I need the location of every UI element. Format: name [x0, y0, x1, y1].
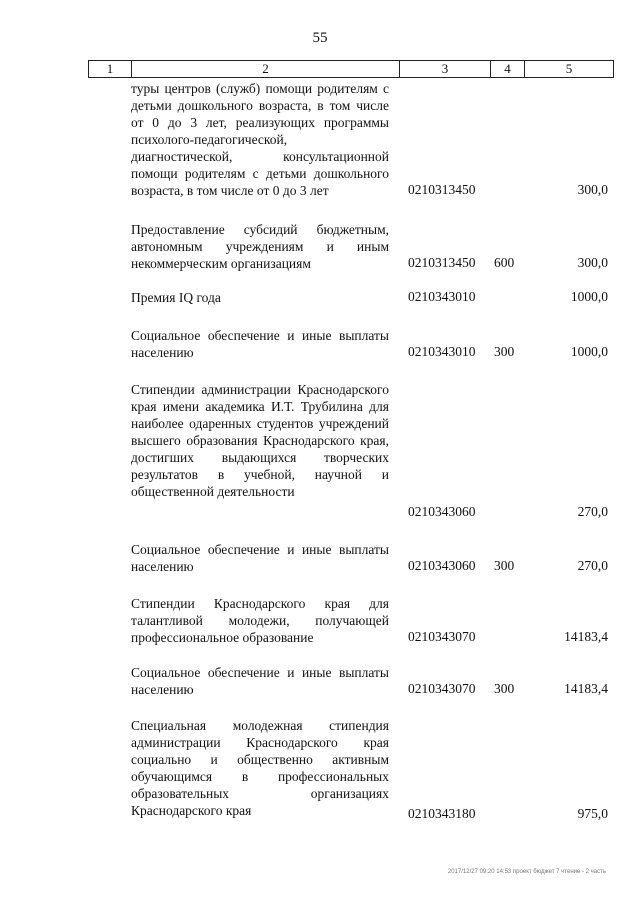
row-description: Премия IQ года [131, 290, 221, 305]
row-amount: 975,0 [577, 806, 608, 821]
row-description: Специальная молодежная стипендия администрации Краснодарского края социально и общественно активным обучающимся в профессиональных образовательных организациях Краснодарского края [131, 718, 389, 818]
header-col-4: 4 [490, 61, 524, 77]
header-col-2: 2 [131, 61, 399, 77]
row-description: Стипендии Краснодарского края для талантливой молодежи, получающей профессиональное образование [131, 596, 389, 645]
row-amount: 300,0 [577, 255, 608, 270]
row-amount: 14183,4 [564, 681, 608, 696]
page-number: 55 [312, 30, 328, 46]
row-amount: 14183,4 [564, 629, 608, 644]
header-col-3: 3 [399, 61, 490, 77]
header-col-5: 5 [524, 61, 614, 77]
row-code: 0210343010 [408, 289, 476, 304]
row-vr: 300 [494, 344, 515, 359]
row-code: 0210343060 [408, 558, 476, 573]
row-description: Стипендии администрации Краснодарского края имени академика И.Т. Трубилина для наиболее одаренных студентов учреждений высшего образования Краснодарского края, достигших выдающихся творческих результатов в учебной, научной и общественной деятельности [131, 382, 389, 499]
row-code: 0210313450 [408, 255, 476, 270]
row-description: туры центров (служб) помощи родителям с детьми дошкольного возраста, в том числе от 0 до 3 лет, реализующих программы психолого-педагогической, диагностической, консультационной помощи родителям с детьми дошкольного возраста, в том числе от 0 до 3 лет [131, 81, 389, 198]
row-description: Предоставление субсидий бюджетным, автономным учреждениям и иным некоммерческим организациям [131, 222, 389, 271]
row-code: 0210313450 [408, 182, 476, 197]
row-amount: 270,0 [577, 504, 608, 519]
row-vr: 600 [494, 255, 515, 270]
row-description: Социальное обеспечение и иные выплаты населению [131, 665, 389, 697]
row-amount: 1000,0 [570, 289, 608, 304]
row-description: Социальное обеспечение и иные выплаты населению [131, 542, 389, 574]
header-col-1: 1 [88, 61, 131, 77]
row-code: 0210343180 [408, 806, 476, 821]
table-header [88, 60, 614, 78]
row-description: Социальное обеспечение и иные выплаты населению [131, 328, 389, 360]
row-vr: 300 [494, 558, 515, 573]
row-amount: 300,0 [577, 182, 608, 197]
row-code: 0210343070 [408, 681, 476, 696]
footer-file-info: 2017/12/27 09:20 14:53 проект бюджет 7 чтение - 2 часть [447, 869, 606, 875]
row-amount: 270,0 [577, 558, 608, 573]
row-amount: 1000,0 [570, 344, 608, 359]
row-vr: 300 [494, 681, 515, 696]
row-code: 0210343060 [408, 504, 476, 519]
row-code: 0210343070 [408, 629, 476, 644]
row-code: 0210343010 [408, 344, 476, 359]
